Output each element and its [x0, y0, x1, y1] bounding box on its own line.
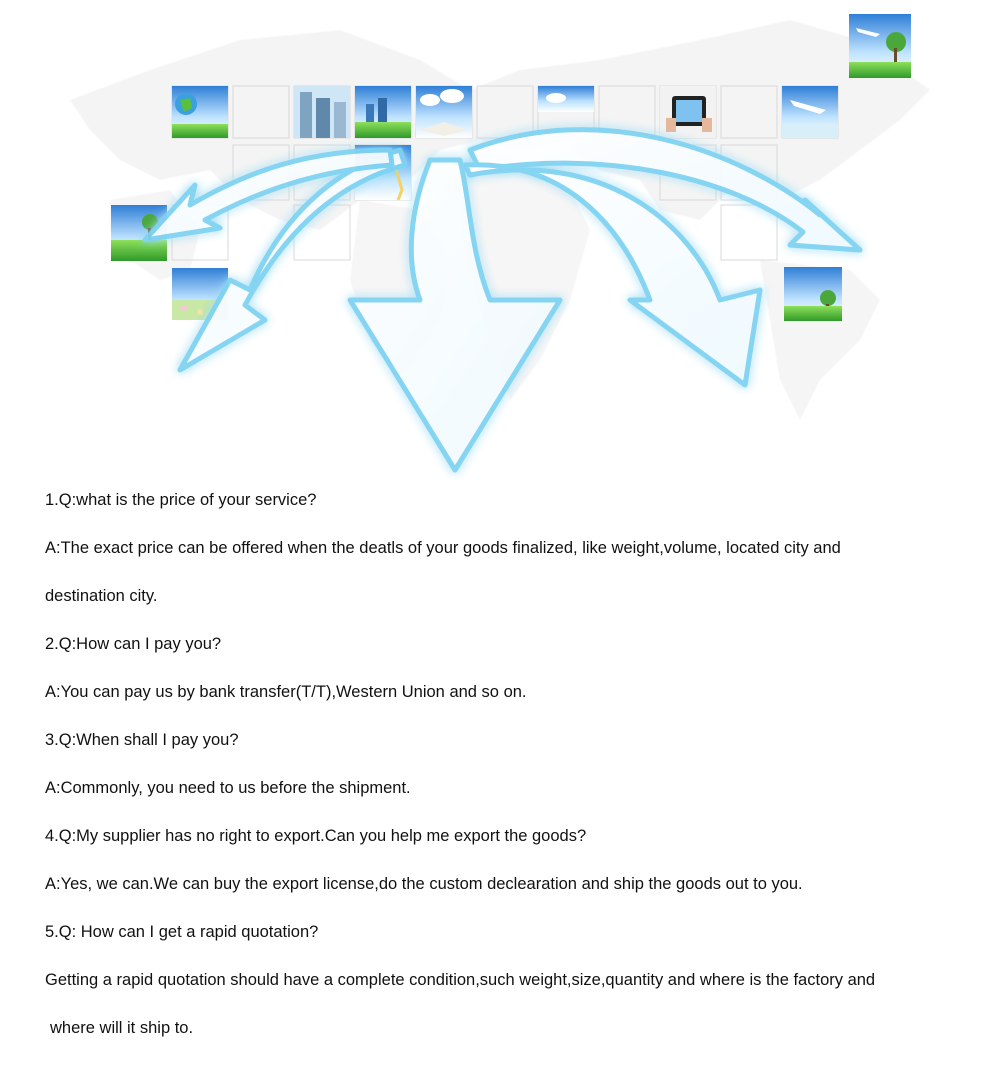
faq-question-5: 5.Q: How can I get a rapid quotation?: [45, 923, 319, 941]
photo-tile-clouds: [538, 86, 594, 112]
logistics-world-map-banner: [0, 0, 1000, 480]
faq-answer-2: A:You can pay us by bank transfer(T/T),Western Union and so on.: [45, 683, 527, 701]
photo-tile-plane: [782, 86, 838, 138]
faq-question-4: 4.Q:My supplier has no right to export.Can you help me export the goods?: [45, 827, 587, 845]
faq-answer-4: A:Yes, we can.We can buy the export license,do the custom declearation and ship the goods out to you.: [45, 875, 803, 893]
faq-answer-3: A:Commonly, you need to us before the shipment.: [45, 779, 411, 797]
photo-tile-tree-top: [849, 14, 911, 78]
faq-section: [45, 476, 975, 1052]
photo-tile-tablet: [660, 86, 716, 138]
faq-answer-1-line-1: A:The exact price can be offered when the deatls of your goods finalized, like weight,volume, located city and: [45, 539, 841, 557]
photo-tile-globe: [172, 86, 228, 138]
faq-answer-5-line-1: Getting a rapid quotation should have a complete condition,such weight,size,quantity and where is the factory and: [45, 971, 876, 989]
faq-question-3: 3.Q:When shall I pay you?: [45, 731, 239, 749]
faq-question-1: 1.Q:what is the price of your service?: [45, 491, 317, 509]
photo-tile-businessman: [294, 86, 350, 138]
faq-question-2: 2.Q:How can I pay you?: [45, 635, 222, 653]
photo-tile-meadow-right: [784, 267, 842, 321]
photo-tile-city-grass: [355, 86, 411, 138]
faq-answer-5-line-2: where will it ship to.: [50, 1019, 194, 1037]
faq-answer-1-line-2: destination city.: [45, 587, 158, 605]
photo-tile-book-sky: [416, 86, 472, 138]
